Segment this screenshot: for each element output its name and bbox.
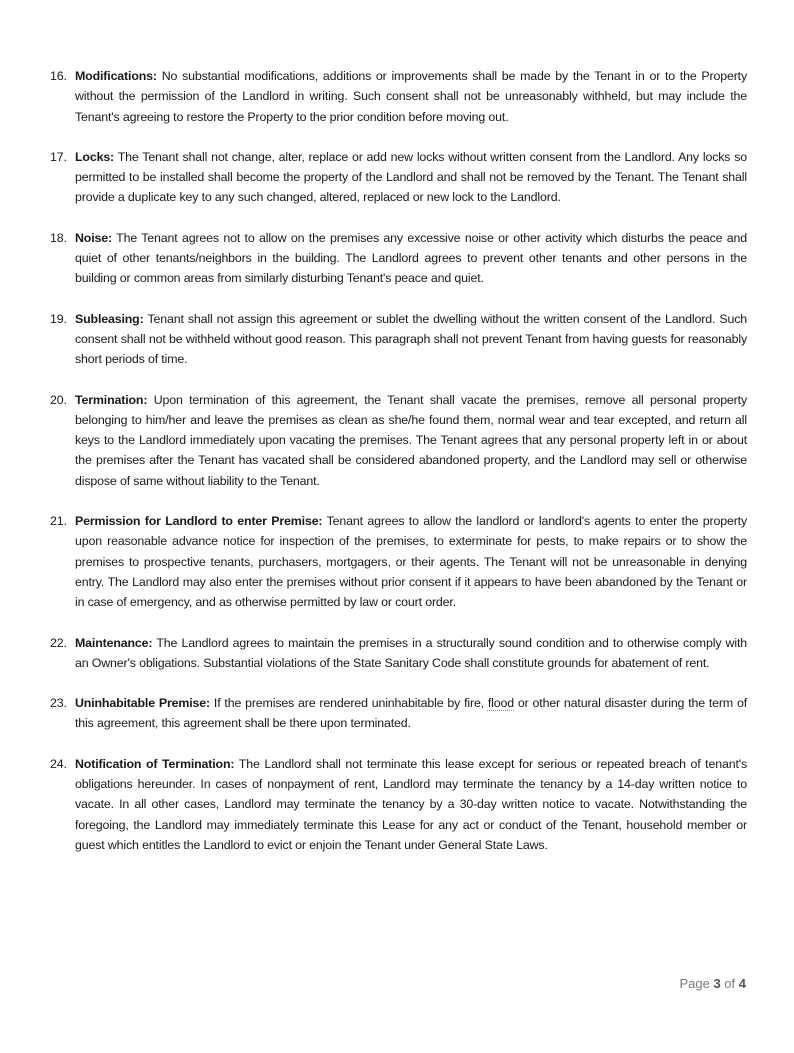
clause-number: 22. — [50, 635, 67, 650]
clause-number: 24. — [50, 756, 67, 771]
clause-number: 19. — [50, 311, 67, 326]
page-label: Page — [679, 976, 710, 991]
clause-number: 17. — [50, 149, 67, 164]
clause-20 — [50, 390, 747, 491]
clause-text: The Tenant shall not change, alter, replace or add new locks without written consent from the Landlord. Any locks so permitted to be installed shall become the property of the Landlord and shall not be removed by the Tenant. The Tenant shall provide a duplicate key to any such changed, altered, replaced or new lock to the Landlord. — [75, 149, 747, 205]
clause-text: The Landlord shall not terminate this lease except for serious or repeated breach of tenant's obligations hereunder. In cases of nonpayment of rent, Landlord may terminate the tenancy by a 14-day written notice to vacate. In all other cases, Landlord may terminate the tenancy by a 30-day written notice to vacate. Notwithstanding the foregoing, the Landlord may immediately terminate this Lease for any act or conduct of the Tenant, household member or guest which entitles the Landlord to evict or enjoin the Tenant under General State Laws. — [75, 756, 747, 852]
clause-19 — [50, 309, 747, 370]
clause-text: No substantial modifications, additions or improvements shall be made by the Tenant in or to the Property without the permission of the Landlord in writing. Such consent shall not be unreasonably withheld, but may include the Tenant's agreeing to restore the Property to the prior condition before moving out. — [75, 69, 748, 124]
clause-term: Maintenance: — [75, 635, 153, 650]
of-label: of — [724, 976, 736, 991]
clause-text: The Landlord agrees to maintain the premises in a structurally sound condition and to otherwise comply with an Owner's obligations. Substantial violations of the State Sanitary Code shall constitute grounds for abatement of rent. — [75, 635, 747, 670]
clause-number: 20. — [50, 392, 67, 407]
clause-16 — [50, 66, 747, 127]
clause-term: Uninhabitable Premise: — [75, 696, 211, 711]
clause-text: or other natural disaster during the term of this agreement, this agreement shall be there upon terminated. — [75, 696, 747, 731]
clause-term: Termination: — [75, 392, 148, 407]
clause-term: Permission for Landlord to enter Premise: — [75, 514, 323, 529]
current-page: 3 — [713, 976, 721, 991]
clause-term: Notification of Termination: — [75, 756, 235, 771]
page-number-footer — [679, 976, 746, 991]
clause-23 — [50, 693, 747, 734]
clause-text: The Tenant agrees not to allow on the premises any excessive noise or other activity which disturbs the peace and quiet of other tenants/neighbors in the building. The Landlord agrees to prevent other tenants and other persons in the building or common areas from similarly disturbing Tenant's peace and quiet. — [75, 230, 747, 286]
clause-21 — [50, 511, 747, 612]
clause-term: Modifications: — [75, 69, 157, 83]
clause-term: Subleasing: — [75, 311, 144, 326]
clause-number: 21. — [50, 514, 67, 529]
clause-text: Tenant shall not assign this agreement or sublet the dwelling without the written consent of the Landlord. Such consent shall not be withheld without good reason. This paragraph shall not prevent Tenant from having guests for reasonably short periods of time. — [75, 311, 747, 367]
clause-18 — [50, 228, 747, 289]
clause-number: 23. — [50, 696, 67, 711]
clause-number: 18. — [50, 230, 67, 245]
spellcheck-flagged-word[interactable]: flood — [487, 696, 515, 711]
clause-24 — [50, 754, 747, 855]
clause-17 — [50, 147, 747, 208]
clause-22 — [50, 633, 747, 674]
clause-term: Locks: — [75, 149, 115, 164]
total-pages: 4 — [738, 976, 746, 991]
clause-text: Tenant agrees to allow the landlord or landlord's agents to enter the property upon reasonable advance notice for inspection of the premises, to exterminate for pests, to make repairs or to show the premises to prospective tenants, purchasers, mortgagers, or their agents. The Tenant will not be unreasonable in denying entry. The Landlord may also enter the premises without prior consent if it appears to have been abandoned by the Tenant or in case of emergency, and as otherwise permitted by law or court order. — [75, 514, 748, 610]
clause-number: 16. — [50, 69, 67, 83]
clause-text: Upon termination of this agreement, the Tenant shall vacate the premises, remove all personal property belonging to him/her and leave the premises as clean as she/he found them, normal wear and tear excepted, and return all keys to the Landlord immediately upon vacating the premises. The Tenant agrees that any personal property left in or about the premises after the Tenant has vacated shall be considered abandoned property, and the Landlord may sell or otherwise dispose of same without liability to the Tenant. — [75, 392, 747, 488]
lease-clauses — [50, 66, 747, 875]
clause-term: Noise: — [75, 230, 112, 245]
clause-text: If the premises are rendered uninhabitable by fire, — [213, 696, 484, 711]
